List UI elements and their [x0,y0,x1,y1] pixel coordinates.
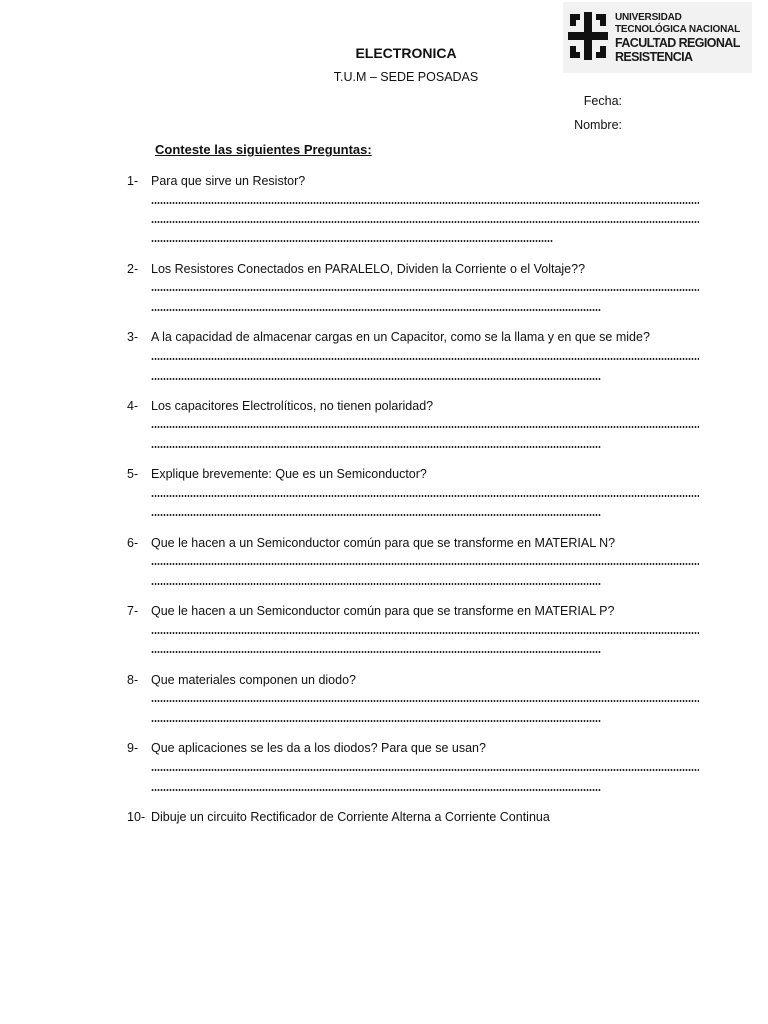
answer-line [151,378,601,380]
question-text: Explique brevemente: Que es un Semiconductor? [151,467,427,481]
question-number: 1- [127,174,139,188]
answer-line [151,700,699,702]
answer-line [151,221,699,223]
answer-line [151,240,553,242]
question-number: 6- [127,536,139,550]
answer-line [151,309,601,311]
answer-line [151,495,699,497]
question-number: 4- [127,399,139,413]
logo-line-3: FACULTAD REGIONAL [615,36,740,50]
answer-line [151,651,601,653]
fecha-label: Fecha: [583,94,622,108]
answer-line [151,583,601,585]
question-text: Los Resistores Conectados en PARALELO, Dividen la Corriente o el Voltaje?? [151,262,586,276]
answer-line [151,358,699,360]
answer-line [151,426,699,428]
question-number: 2- [127,262,139,276]
nombre-label: Nombre: [574,118,622,132]
question-number: 9- [127,741,139,755]
question-text: Que materiales componen un diodo? [151,673,356,687]
question-text: Que le hacen a un Semiconductor común para que se transforme en MATERIAL P? [151,604,615,618]
answer-line [151,289,699,291]
question-text: Que le hacen a un Semiconductor común para que se transforme en MATERIAL N? [151,536,616,550]
page-subtitle: T.U.M – SEDE POSADAS [333,70,479,84]
logo-line-4: RESISTENCIA [615,50,693,64]
question-text: Los capacitores Electrolíticos, no tienen polaridad? [151,399,434,413]
answer-line [151,563,699,565]
question-text: Que aplicaciones se les da a los diodos? Para que se usan? [151,741,486,755]
question-text: Para que sirve un Resistor? [151,174,306,188]
answer-line [151,446,601,448]
logo-line-1: UNIVERSIDAD [615,12,682,23]
answer-line [151,769,699,771]
answer-line [151,720,601,722]
answer-line [151,789,601,791]
question-text: Dibuje un circuito Rectificador de Corriente Alterna a Corriente Continua [151,810,550,824]
answer-line [151,514,601,516]
answer-line [151,202,699,204]
page-title: ELECTRONICA [355,45,457,61]
logo-line-2: TECNOLÓGICA NACIONAL [615,24,741,35]
question-number: 3- [127,330,139,344]
question-text: A la capacidad de almacenar cargas en un Capacitor, como se la llama y en que se mide? [151,330,650,344]
question-number: 5- [127,467,139,481]
university-logo [563,2,752,73]
question-number: 8- [127,673,139,687]
utn-logo-icon [568,12,608,60]
answer-line [151,632,699,634]
question-number: 10- [127,810,146,824]
instructions-heading: Conteste las siguientes Preguntas: [155,142,372,157]
question-number: 7- [127,604,139,618]
